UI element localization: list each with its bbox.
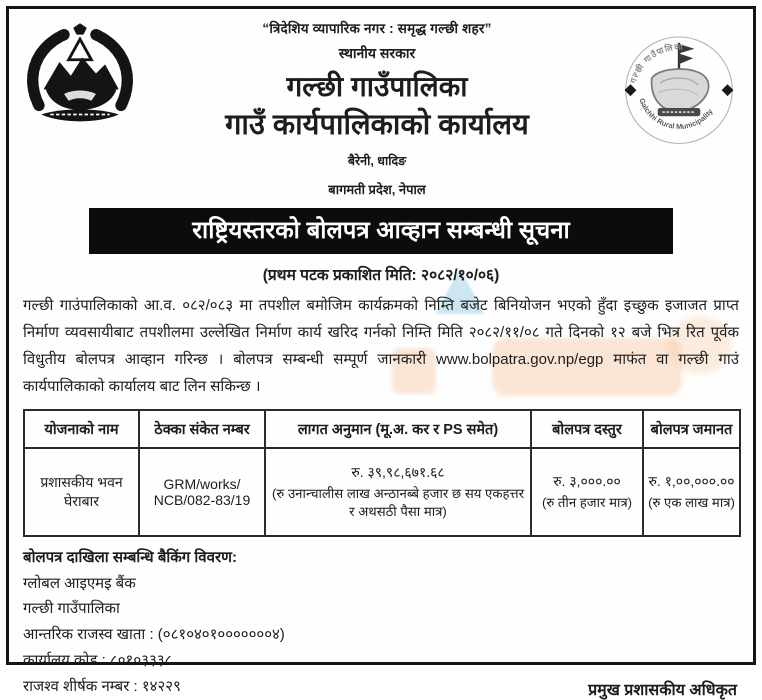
notice-title-banner: [89, 208, 673, 254]
cell-bid-security: [643, 448, 740, 536]
office-code: कार्यालय कोड : ८०१०३३३८: [23, 651, 173, 669]
col-header-cost-estimate: लागत अनुमान (मू.अ. कर र PS समेत): [265, 410, 531, 448]
banking-details-section: [23, 545, 739, 700]
bid-fee-words: (रु तीन हजार मात्र): [541, 495, 633, 511]
bid-security-words: (रु एक लाख मात्र): [648, 495, 735, 511]
seal-text-english: Galchhi Rural Municipality: [637, 96, 715, 131]
bank-name: ग्लोबल आइएमइ बैंक: [23, 574, 136, 592]
document-border-frame: [6, 6, 756, 699]
municipal-slogan: “त्रिदेशिय व्यापारिक नगर : समृद्ध गल्छी शहर”: [262, 21, 492, 36]
bid-security-amount: रु. १,००,०००.००: [648, 473, 735, 490]
project-name-line2: घेराबार: [64, 492, 99, 509]
account-holder-name: गल्छी गाउँपालिका: [23, 600, 120, 618]
publication-date-line: (प्रथम पटक प्रकाशित मिति: २०८२/१०/०६): [262, 266, 500, 284]
nepal-emblem-logo: [23, 15, 155, 138]
province-line: बागमती प्रदेश, नेपाल: [328, 181, 426, 197]
estimate-amount-words: (रु उनान्चालीस लाख अन्ठानब्बे हजार छ सय एकहत्तर र अथसठी पैसा मात्र): [272, 486, 524, 520]
letterhead-text: [155, 15, 599, 198]
contract-number-line1: GRM/works/: [163, 475, 241, 492]
notice-title: राष्ट्रियस्तरको बोलपत्र आव्हान सम्बन्धी सूचना: [192, 216, 570, 244]
notice-body-paragraph: गल्छी गाउंपालिकाको आ.व. ०८२/०८३ मा तपशील बमोजिम कार्यक्रमको निम्ति बजेट बिनियोजन भएको हुँदा इच्छुक इजाजत प्राप्त निर्माण व्यवसायीबाट तपशीलमा उल्लेखित निर्माण कार्य खरिद गर्नको निम्ति मिति २०८२/११/०८ गते दिनको १२ बजे भित्र रित पूर्वक विधुतीय बोलपत्र आव्हान गरिन्छ । बोलपत्र सम्बन्धी सम्पूर्ण जानकारी www.bolpatra.gov.np/egp माफंत वा गल्छी गाउं कार्यपालिकाको कार्यालय बाट लिन सकिन्छ ।: [23, 296, 739, 396]
col-header-contract-id: ठेक्का संकेत नम्बर: [139, 410, 265, 448]
signatory-title: प्रमुख प्रशासकीय अधिकृत: [588, 681, 737, 699]
contract-number-line2: NCB/082-83/19: [153, 491, 251, 508]
nepal-coat-of-arms-icon: [23, 23, 137, 133]
municipality-seal-icon: [619, 31, 739, 147]
col-header-bid-security: बोलपत्र जमानत: [643, 410, 740, 448]
office-address: बैरेनी, धादिङ: [347, 153, 407, 168]
municipality-seal-logo: [599, 15, 739, 152]
table-row: [24, 448, 740, 536]
internal-revenue-account-number: आन्तरिक राजस्व खाता : (०८१०४०१०००००००४): [23, 626, 285, 644]
estimate-amount: रु. ३९,९८,६७१.६८: [351, 464, 445, 481]
letterhead: [23, 15, 739, 198]
table-header-row: [24, 410, 740, 448]
col-header-bid-fee: बोलपत्र दस्तुर: [531, 410, 643, 448]
project-name-line1: प्रशासकीय भवन: [40, 473, 123, 490]
banking-details-heading: बोलपत्र दाखिला सम्बन्धि बैकिंग विवरण:: [23, 548, 237, 566]
office-name: गाउँ कार्यपालिकाको कार्यालय: [225, 109, 529, 142]
revenue-heading-number: राजश्व शीर्षक नम्बर : १४२२९: [23, 677, 181, 695]
bid-fee-amount: रु. ३,०००.००: [553, 473, 621, 490]
col-header-project-name: योजनाको नाम: [24, 410, 139, 448]
cell-contract-number: [139, 448, 265, 536]
tender-details-table: [23, 409, 741, 537]
local-government-label: स्थानीय सरकार: [338, 45, 416, 61]
cell-cost-estimate: [265, 448, 531, 536]
seal-text-nepali: गल्छी गाउँपालिका: [628, 42, 684, 85]
municipality-name: गल्छी गाउँपालिका: [286, 71, 468, 102]
cell-bid-fee: [531, 448, 643, 536]
cell-project-name: [24, 448, 139, 536]
